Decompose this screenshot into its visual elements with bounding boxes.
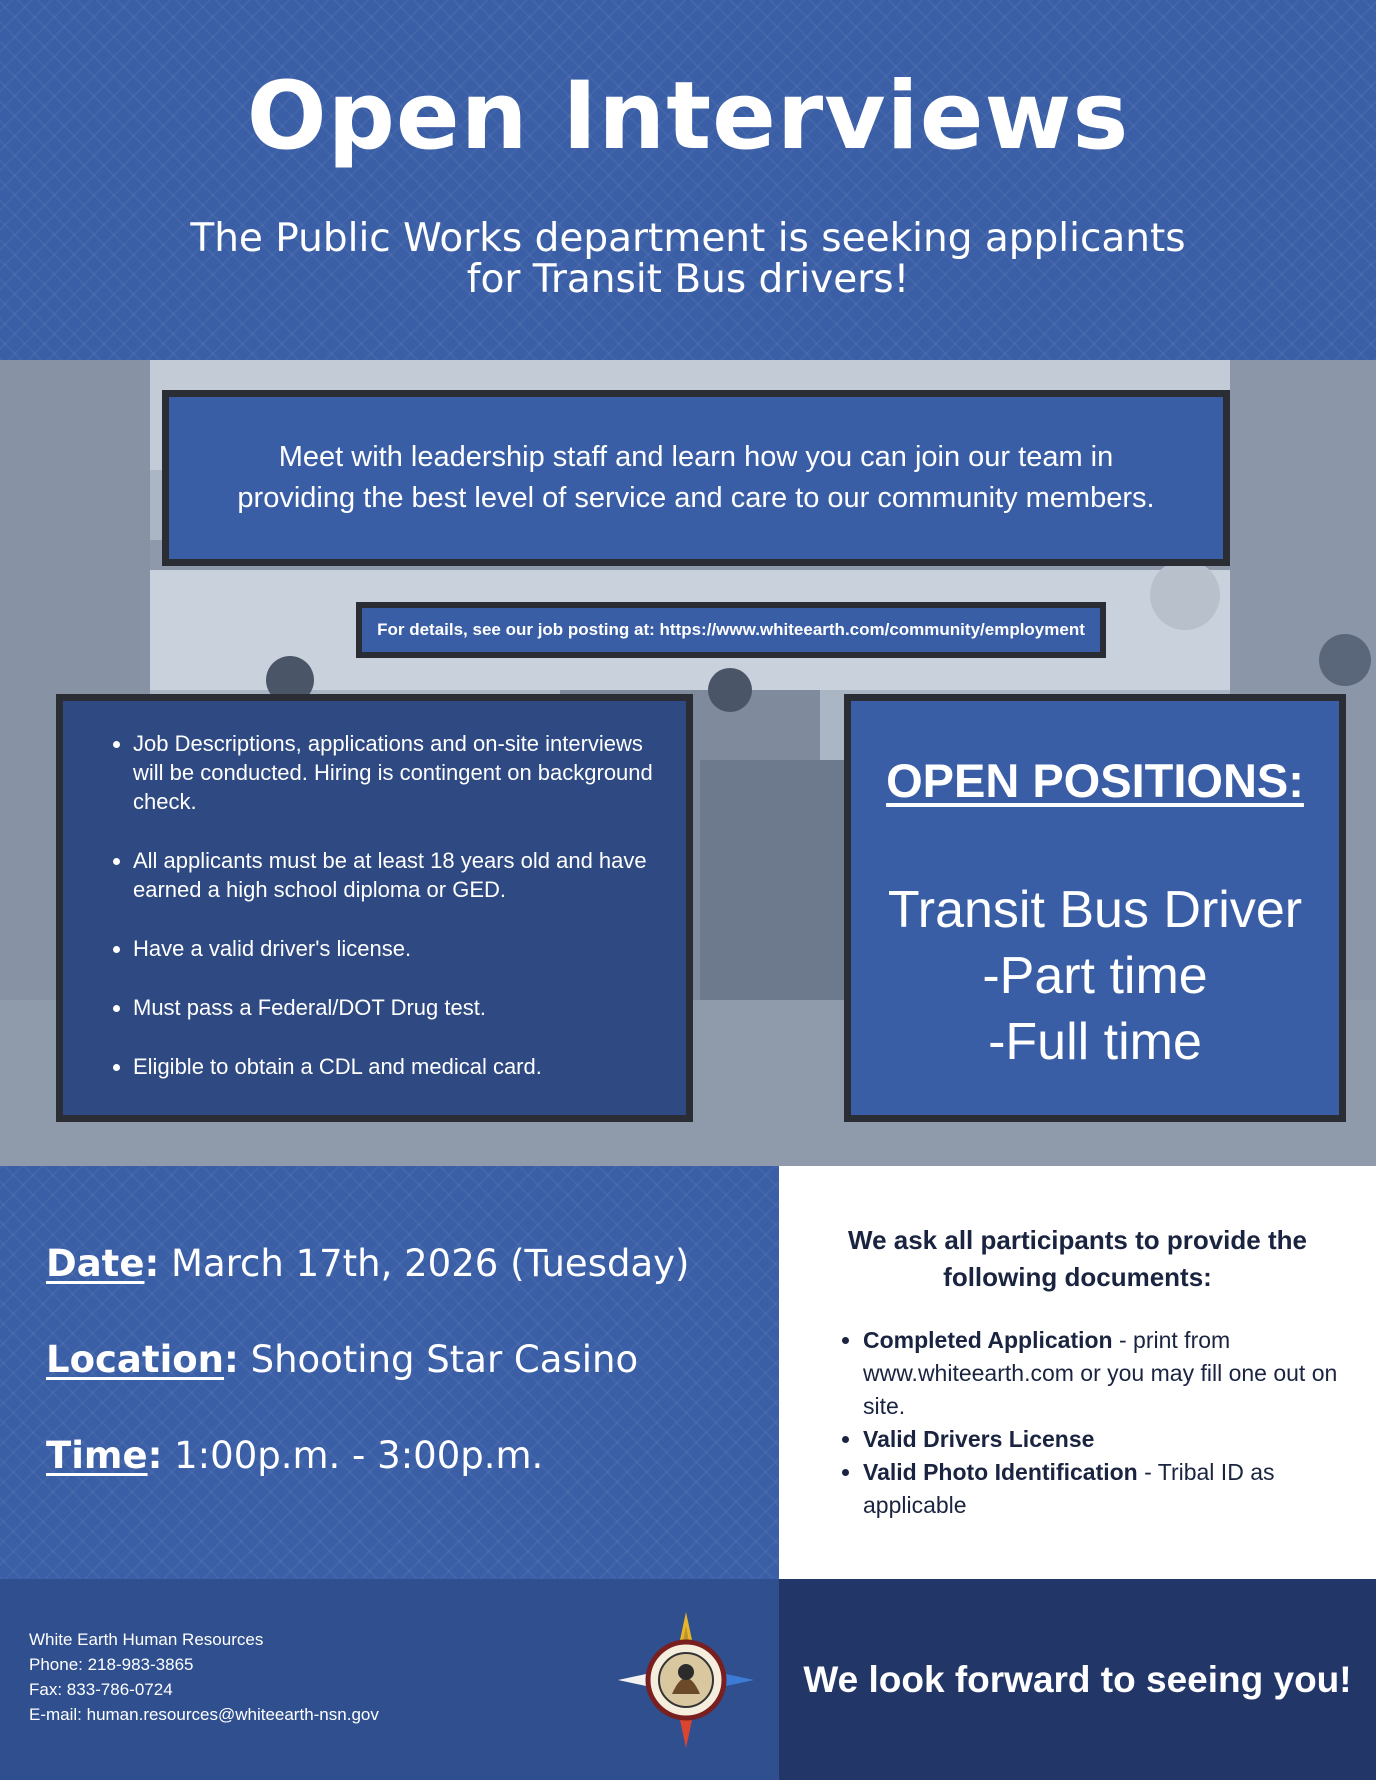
requirement-item: • Have a valid driver's license. [133,934,666,963]
requirements-list [83,729,666,1081]
intro-text: Meet with leadership staff and learn how you can join our team in providing the best level of service and care to our community members. [237,441,1155,514]
required-documents [779,1166,1376,1579]
document-name: Completed Application [863,1327,1113,1353]
open-positions-heading: OPEN POSITIONS: [886,754,1304,807]
subtitle-line-1: The Public Works department is seeking applicants [190,216,1186,261]
job-posting-link-text[interactable]: For details, see our job posting at: https://www.whiteearth.com/community/employment [377,620,1085,639]
document-name: Valid Drivers License [863,1426,1095,1452]
document-item [863,1423,1363,1456]
requirements-box [56,694,693,1122]
contact-org: White Earth Human Resources [29,1630,264,1649]
details-box [356,602,1106,658]
documents-heading: We ask all participants to provide the following documents: [848,1225,1307,1292]
document-note: - print from www.whiteearth.com or you may fill one out on site. [863,1327,1338,1419]
page-title: Open Interviews [246,62,1130,171]
requirement-item: • Eligible to obtain a CDL and medical card. [133,1052,666,1081]
time-value: 1:00p.m. - 3:00p.m. [174,1434,544,1477]
positions-list [851,877,1339,1075]
date-row: Date: March 17th, 2026 (Tuesday) [46,1242,690,1285]
location-label: Location [46,1338,225,1381]
date-value: March 17th, 2026 (Tuesday) [171,1242,690,1285]
time-row: Time: 1:00p.m. - 3:00p.m. [46,1434,544,1477]
contact-info [29,1627,379,1727]
closing-message: We look forward to seeing you! [803,1658,1352,1700]
contact-email[interactable]: E-mail: human.resources@whiteearth-nsn.gov [29,1705,379,1724]
document-item [863,1324,1363,1423]
position-full-time: -Full time [988,1013,1202,1071]
date-label: Date [46,1242,145,1285]
header-banner [0,0,1376,360]
contact-phone: Phone: 218-983-3865 [29,1655,194,1674]
subtitle-line-2: for Transit Bus drivers! [466,257,910,302]
requirement-item: • Must pass a Federal/DOT Drug test. [133,993,666,1022]
intro-box [162,390,1230,566]
position-part-time: -Part time [982,947,1208,1005]
time-label: Time [46,1434,148,1477]
position-title: Transit Bus Driver [887,881,1303,939]
tribal-seal-logo [618,1612,754,1748]
footer-closing-panel [779,1579,1376,1780]
contact-fax: Fax: 833-786-0724 [29,1680,173,1699]
requirement-item: • Job Descriptions, applications and on-site interviews will be conducted. Hiring is contingent on background check. [133,729,666,816]
requirement-item: • All applicants must be at least 18 years old and have earned a high school diploma or GED. [133,846,666,904]
event-details [0,1166,779,1579]
location-row: Location: Shooting Star Casino [46,1338,639,1381]
document-item [863,1456,1363,1522]
page-subtitle [0,218,1376,300]
documents-list [833,1324,1363,1522]
location-value: Shooting Star Casino [250,1338,639,1381]
document-note: - Tribal ID as applicable [863,1459,1275,1518]
open-positions-box [844,694,1346,1122]
document-name: Valid Photo Identification [863,1459,1138,1485]
